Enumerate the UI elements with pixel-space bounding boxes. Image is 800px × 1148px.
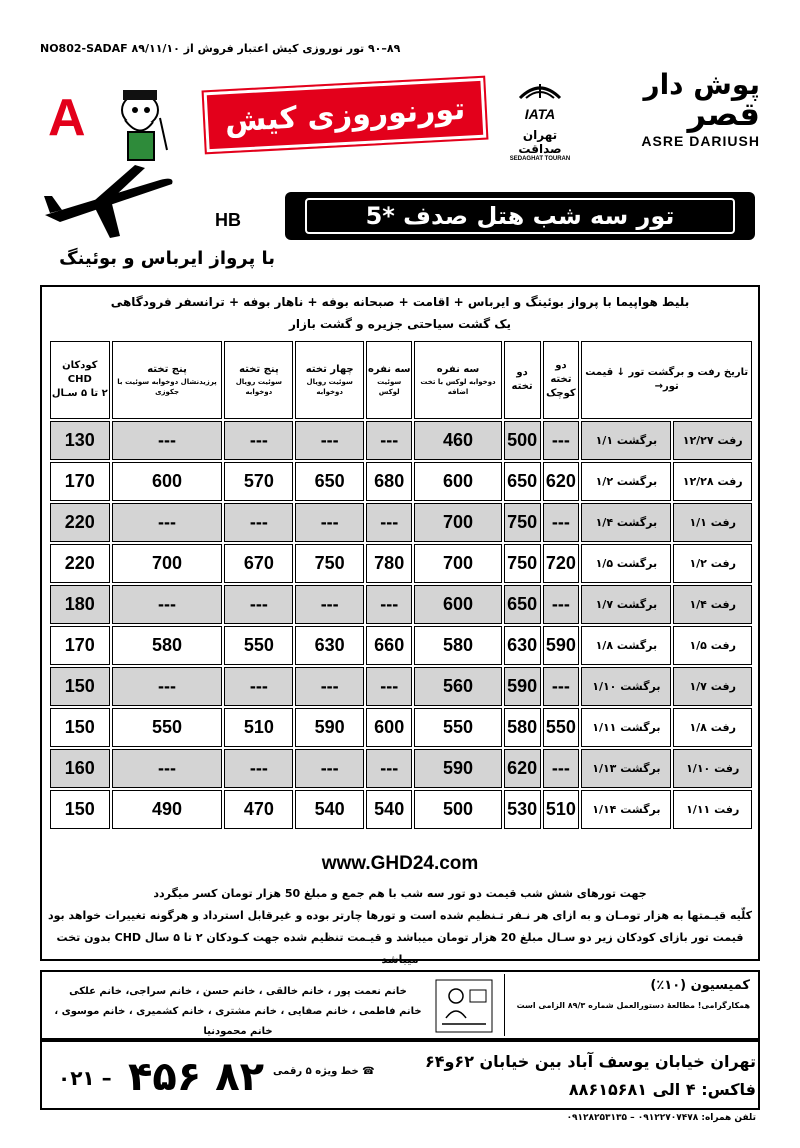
commission-note: همکارگرامی! مطالعهٔ دستورالعمل شماره ۸۹/۳ الزامی است: [516, 1001, 750, 1010]
return-date: برگشت ۱/۷: [581, 585, 671, 624]
package-description: [42, 291, 758, 335]
area-code: ۰۲۱ –: [58, 1066, 112, 1090]
price-cell: 170: [50, 462, 110, 501]
price-cell: 590: [504, 667, 541, 706]
price-cell: 700: [414, 544, 501, 583]
price-cell: 680: [366, 462, 412, 501]
table-row: [50, 585, 752, 624]
price-cell: 150: [50, 790, 110, 829]
note-1: جهت تورهای شش شب قیمت دو تور سه شب با هم جمع و مبلغ 50 هزار تومان کسر میگردد: [153, 887, 647, 900]
banner-title: تورنوروزی کیش: [204, 78, 487, 153]
price-cell: 570: [224, 462, 293, 501]
price-cell: 750: [295, 544, 364, 583]
header-triple-extra-bed: سه نفره دوخوابه لوکس با تخت اضافه: [414, 341, 501, 419]
agent-illustration-icon: [434, 978, 494, 1034]
note-3: قیمت تور بازای کودکان زیر دو سـال مبلغ 20 هزار تومان میباشد و قیـمت تنظیم شده جهت کـودکان ۲ تا ۵ سال CHD بدون تخت میباشد: [56, 931, 744, 966]
departure-date: رفت ۱/۱۰: [673, 749, 752, 788]
brand-line1: پوش دار: [643, 68, 760, 101]
board-basis: HB: [215, 210, 241, 230]
price-cell: ---: [366, 749, 412, 788]
contact-box: [40, 1040, 760, 1123]
special-number[interactable]: ۸۲ ۴۵۶: [128, 1054, 265, 1100]
partner-name: تهران صداقت: [518, 128, 562, 156]
price-cell: 750: [504, 544, 541, 583]
price-cell: 660: [366, 626, 412, 665]
price-cell: 590: [543, 626, 580, 665]
price-cell: ---: [295, 585, 364, 624]
address-block: [382, 1048, 756, 1132]
commission-title: کمیسیون (۱۰٪): [650, 978, 750, 993]
header-five-bed-presidential: پنج تخته پرزیدنشال دوخوابه سوئیت با جکوزی: [112, 341, 223, 419]
departure-date: رفت ۱/۷: [673, 667, 752, 706]
price-cell: 500: [414, 790, 501, 829]
price-cell: 630: [504, 626, 541, 665]
departure-date: رفت ۱/۱۱: [673, 790, 752, 829]
airplane-icon: [40, 160, 180, 240]
price-cell: 590: [414, 749, 501, 788]
price-cell: 580: [504, 708, 541, 747]
table-row: [50, 790, 752, 829]
table-row: [50, 503, 752, 542]
price-cell: 530: [504, 790, 541, 829]
iata-label: IATA: [524, 106, 556, 122]
notes: [42, 883, 758, 971]
website-link[interactable]: www.GHD24.com: [321, 853, 479, 874]
price-cell: 590: [295, 708, 364, 747]
price-cell: 490: [112, 790, 223, 829]
return-date: برگشت ۱/۱۱: [581, 708, 671, 747]
cartoon-mascot-icon: [95, 80, 175, 165]
price-cell: ---: [112, 667, 223, 706]
departure-date: رفت ۱/۱: [673, 503, 752, 542]
price-cell: 550: [224, 626, 293, 665]
price-cell: 170: [50, 626, 110, 665]
price-table: [48, 339, 754, 831]
return-date: برگشت ۱/۴: [581, 503, 671, 542]
price-cell: 780: [366, 544, 412, 583]
price-cell: 130: [50, 421, 110, 460]
departure-date: رفت ۱/۲: [673, 544, 752, 583]
price-cell: ---: [295, 667, 364, 706]
return-date: برگشت ۱/۸: [581, 626, 671, 665]
header-four-bed: چهار تخته سوئیت رویال دوخوابه: [295, 341, 364, 419]
brand-en: ASRE DARIUSH: [641, 133, 760, 149]
table-row: [50, 708, 752, 747]
price-cell: ---: [543, 503, 580, 542]
price-cell: ---: [112, 503, 223, 542]
header-five-bed-royal: پنج تخته سوئیت رویال دوخوابه: [224, 341, 293, 419]
price-cell: 580: [112, 626, 223, 665]
price-cell: ---: [543, 421, 580, 460]
mobile-phones: تلفن همراه: ۰۹۱۲۲۷۰۷۴۷۸ – ۰۹۱۲۸۲۵۳۱۳۵: [566, 1113, 756, 1123]
price-cell: ---: [224, 421, 293, 460]
price-cell: ---: [366, 503, 412, 542]
commission-section: [504, 974, 758, 1036]
staff-list: [48, 982, 428, 1042]
return-date: برگشت ۱/۱: [581, 421, 671, 460]
price-cell: ---: [224, 749, 293, 788]
price-panel: [40, 285, 760, 966]
price-cell: ---: [224, 585, 293, 624]
price-cell: 750: [504, 503, 541, 542]
partner-name-en: SEDAGHAT TOURAN: [509, 156, 571, 162]
price-cell: 700: [414, 503, 501, 542]
price-cell: 600: [414, 462, 501, 501]
table-row: [50, 749, 752, 788]
price-cell: 560: [414, 667, 501, 706]
price-cell: 650: [504, 585, 541, 624]
departure-date: رفت ۱/۴: [673, 585, 752, 624]
table-row: [50, 421, 752, 460]
price-cell: 550: [112, 708, 223, 747]
price-cell: 160: [50, 749, 110, 788]
departure-date: رفت ۱۲/۲۷: [673, 421, 752, 460]
price-cell: 220: [50, 544, 110, 583]
price-cell: ---: [112, 585, 223, 624]
price-cell: 630: [295, 626, 364, 665]
price-cell: 510: [543, 790, 580, 829]
header-double-small: دو تخته کوچک: [543, 341, 580, 419]
header-dates: تاریخ رفت و برگشت تور ↓ قیمت تور→: [581, 341, 752, 419]
header-double: دو تخته: [504, 341, 541, 419]
special-line: [48, 1052, 378, 1102]
price-cell: 470: [224, 790, 293, 829]
address-fax: تهران خیابان یوسف آباد بین خیابان ۶۲و۶۴ فاکس: ۴ الی ۸۸۶۱۵۶۸۱: [424, 1052, 756, 1099]
return-date: برگشت ۱/۲: [581, 462, 671, 501]
price-cell: 620: [504, 749, 541, 788]
header-chd: کودکان CHD ۲ تا ۵ سـال: [50, 341, 110, 419]
price-cell: 550: [414, 708, 501, 747]
departure-date: رفت ۱/۸: [673, 708, 752, 747]
price-cell: ---: [295, 503, 364, 542]
departure-date: رفت ۱۲/۲۸: [673, 462, 752, 501]
price-cell: ---: [543, 585, 580, 624]
return-date: برگشت ۱/۱۰: [581, 667, 671, 706]
price-cell: 540: [366, 790, 412, 829]
price-cell: ---: [295, 421, 364, 460]
package-line-2: یک گشت سیاحتی جزیره و گشت بازار: [288, 317, 512, 331]
price-cell: ---: [224, 667, 293, 706]
price-cell: 650: [504, 462, 541, 501]
return-date: برگشت ۱/۱۴: [581, 790, 671, 829]
price-cell: 510: [224, 708, 293, 747]
note-2: کلّیه قیـمتها به هزار تومـان و به ازای هر نـفر تـنظیم شده است و تورها چارتر بوده و غیرقابل استرداد و هرگونه تغییرات خواهد بود: [47, 909, 753, 922]
variant-letter: A: [48, 89, 86, 147]
price-cell: ---: [366, 667, 412, 706]
price-cell: 620: [543, 462, 580, 501]
iata-globe-icon: [510, 80, 570, 102]
validity-line: ۸۹–۹۰ تور نوروزی کیش اعتبار فروش از ۸۹/۱۱/۱۰ NO802-SADAF: [40, 42, 401, 55]
price-cell: ---: [224, 503, 293, 542]
price-cell: 460: [414, 421, 501, 460]
brand-line2: قصر: [687, 95, 760, 133]
price-cell: 500: [504, 421, 541, 460]
price-cell: ---: [543, 667, 580, 706]
staff-commission-box: [40, 970, 760, 1040]
departure-date: رفت ۱/۵: [673, 626, 752, 665]
price-cell: ---: [295, 749, 364, 788]
iata-logo: [500, 80, 580, 160]
price-cell: 650: [295, 462, 364, 501]
return-date: برگشت ۱/۱۳: [581, 749, 671, 788]
return-date: برگشت ۱/۵: [581, 544, 671, 583]
price-cell: ---: [543, 749, 580, 788]
price-cell: ---: [112, 421, 223, 460]
special-line-label: ☎ خط ویژه ۵ رقمی: [273, 1066, 375, 1077]
package-line-1: بلیط هواپیما با پرواز بوئینگ و ایرباس + اقامت + صبحانه بوفه + ناهار بوفه + ترانسفر فرودگاهی: [110, 295, 690, 309]
price-cell: 580: [414, 626, 501, 665]
price-cell: 540: [295, 790, 364, 829]
staff-line-2: خانم فاطمی ، خانم صفایی ، خانم مشتری ، خانم کشمیری ، خانم موسوی ، خانم محمودنیا: [54, 1006, 422, 1037]
brand-logo: [590, 68, 760, 168]
table-row: [50, 544, 752, 583]
table-row: [50, 667, 752, 706]
price-cell: 220: [50, 503, 110, 542]
price-cell: ---: [112, 749, 223, 788]
price-cell: 180: [50, 585, 110, 624]
price-cell: 720: [543, 544, 580, 583]
table-row: [50, 626, 752, 665]
price-cell: 150: [50, 667, 110, 706]
price-cell: ---: [366, 421, 412, 460]
price-cell: 670: [224, 544, 293, 583]
table-header-row: [50, 341, 752, 419]
header-triple-suite: سه نفره سوئیت لوکس: [366, 341, 412, 419]
price-cell: 600: [366, 708, 412, 747]
price-cell: 600: [414, 585, 501, 624]
table-row: [50, 462, 752, 501]
price-cell: 600: [112, 462, 223, 501]
price-cell: ---: [366, 585, 412, 624]
staff-line-1: خانم نعمت پور ، خانم خالقی ، خانم حسن ، خانم سراجی، خانم علکی: [69, 986, 407, 997]
flight-line: با پرواز ایرباس و بوئینگ: [59, 248, 275, 269]
hotel-title-box: [285, 192, 755, 240]
hotel-title: تور سه شب هتل صدف *5: [305, 198, 735, 234]
price-cell: 550: [543, 708, 580, 747]
price-cell: 150: [50, 708, 110, 747]
price-cell: 700: [112, 544, 223, 583]
